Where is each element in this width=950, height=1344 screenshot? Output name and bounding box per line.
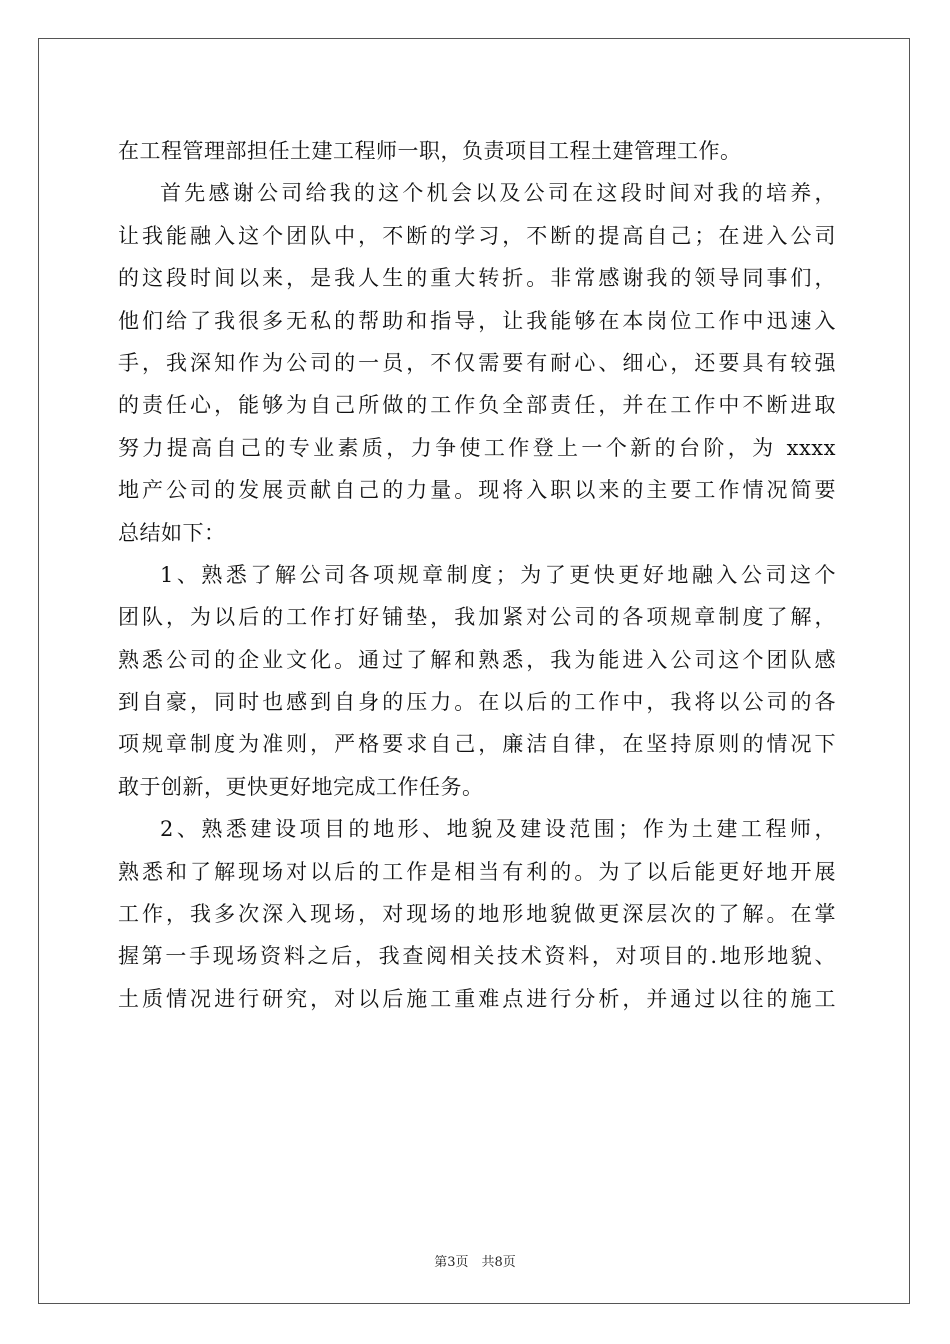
- text-line: 1、熟悉了解公司各项规章制度；为了更快更好地融入公司这个: [160, 562, 836, 587]
- text-line: 熟悉公司的企业文化。通过了解和熟悉，我为能进入公司这个团队感: [118, 647, 836, 672]
- text-line: 到自豪，同时也感到自身的压力。在以后的工作中，我将以公司的各: [118, 690, 836, 715]
- document-body: [118, 130, 836, 1020]
- text-line: 2、熟悉建设项目的地形、地貌及建设范围；作为土建工程师，: [160, 817, 836, 842]
- text-line: 敢于创新，更快更好地完成工作任务。: [118, 774, 484, 799]
- text-line: 首先感谢公司给我的这个机会以及公司在这段时间对我的培养，: [160, 181, 836, 206]
- text-line: 总结如下：: [118, 520, 226, 545]
- text-line: 手，我深知作为公司的一员，不仅需要有耐心、细心，还要具有较强: [118, 350, 836, 375]
- text-line: 的这段时间以来，是我人生的重大转折。非常感谢我的领导同事们，: [118, 266, 836, 291]
- text-line: 土质情况进行研究，对以后施工重难点进行分析，并通过以往的施工: [118, 986, 836, 1011]
- text-line: 的责任心，能够为自己所做的工作负全部责任，并在工作中不断进取: [118, 393, 836, 418]
- page-footer: 第3页 共8页: [434, 1255, 516, 1270]
- text-line: 在工程管理部担任土建工程师一职，负责项目工程土建管理工作。: [118, 139, 742, 163]
- text-line: 项规章制度为准则，严格要求自己，廉洁自律，在坚持原则的情况下: [118, 732, 836, 757]
- text-line: 他们给了我很多无私的帮助和指导，让我能够在本岗位工作中迅速入: [118, 308, 836, 333]
- text-line: 团队，为以后的工作打好铺垫，我加紧对公司的各项规章制度了解，: [118, 605, 836, 630]
- text-line: 努力提高自己的专业素质，力争使工作登上一个新的台阶，为 xxxx: [118, 435, 836, 460]
- text-line: 地产公司的发展贡献自己的力量。现将入职以来的主要工作情况简要: [118, 478, 836, 503]
- text-line: 熟悉和了解现场对以后的工作是相当有利的。为了以后能更好地开展: [118, 859, 836, 884]
- text-line: 握第一手现场资料之后，我查阅相关技术资料，对项目的.地形地貌、: [118, 944, 836, 969]
- text-line: 工作，我多次深入现场，对现场的地形地貌做更深层次的了解。在掌: [118, 902, 836, 927]
- text-line: 让我能融入这个团队中，不断的学习，不断的提高自己；在进入公司: [118, 223, 836, 248]
